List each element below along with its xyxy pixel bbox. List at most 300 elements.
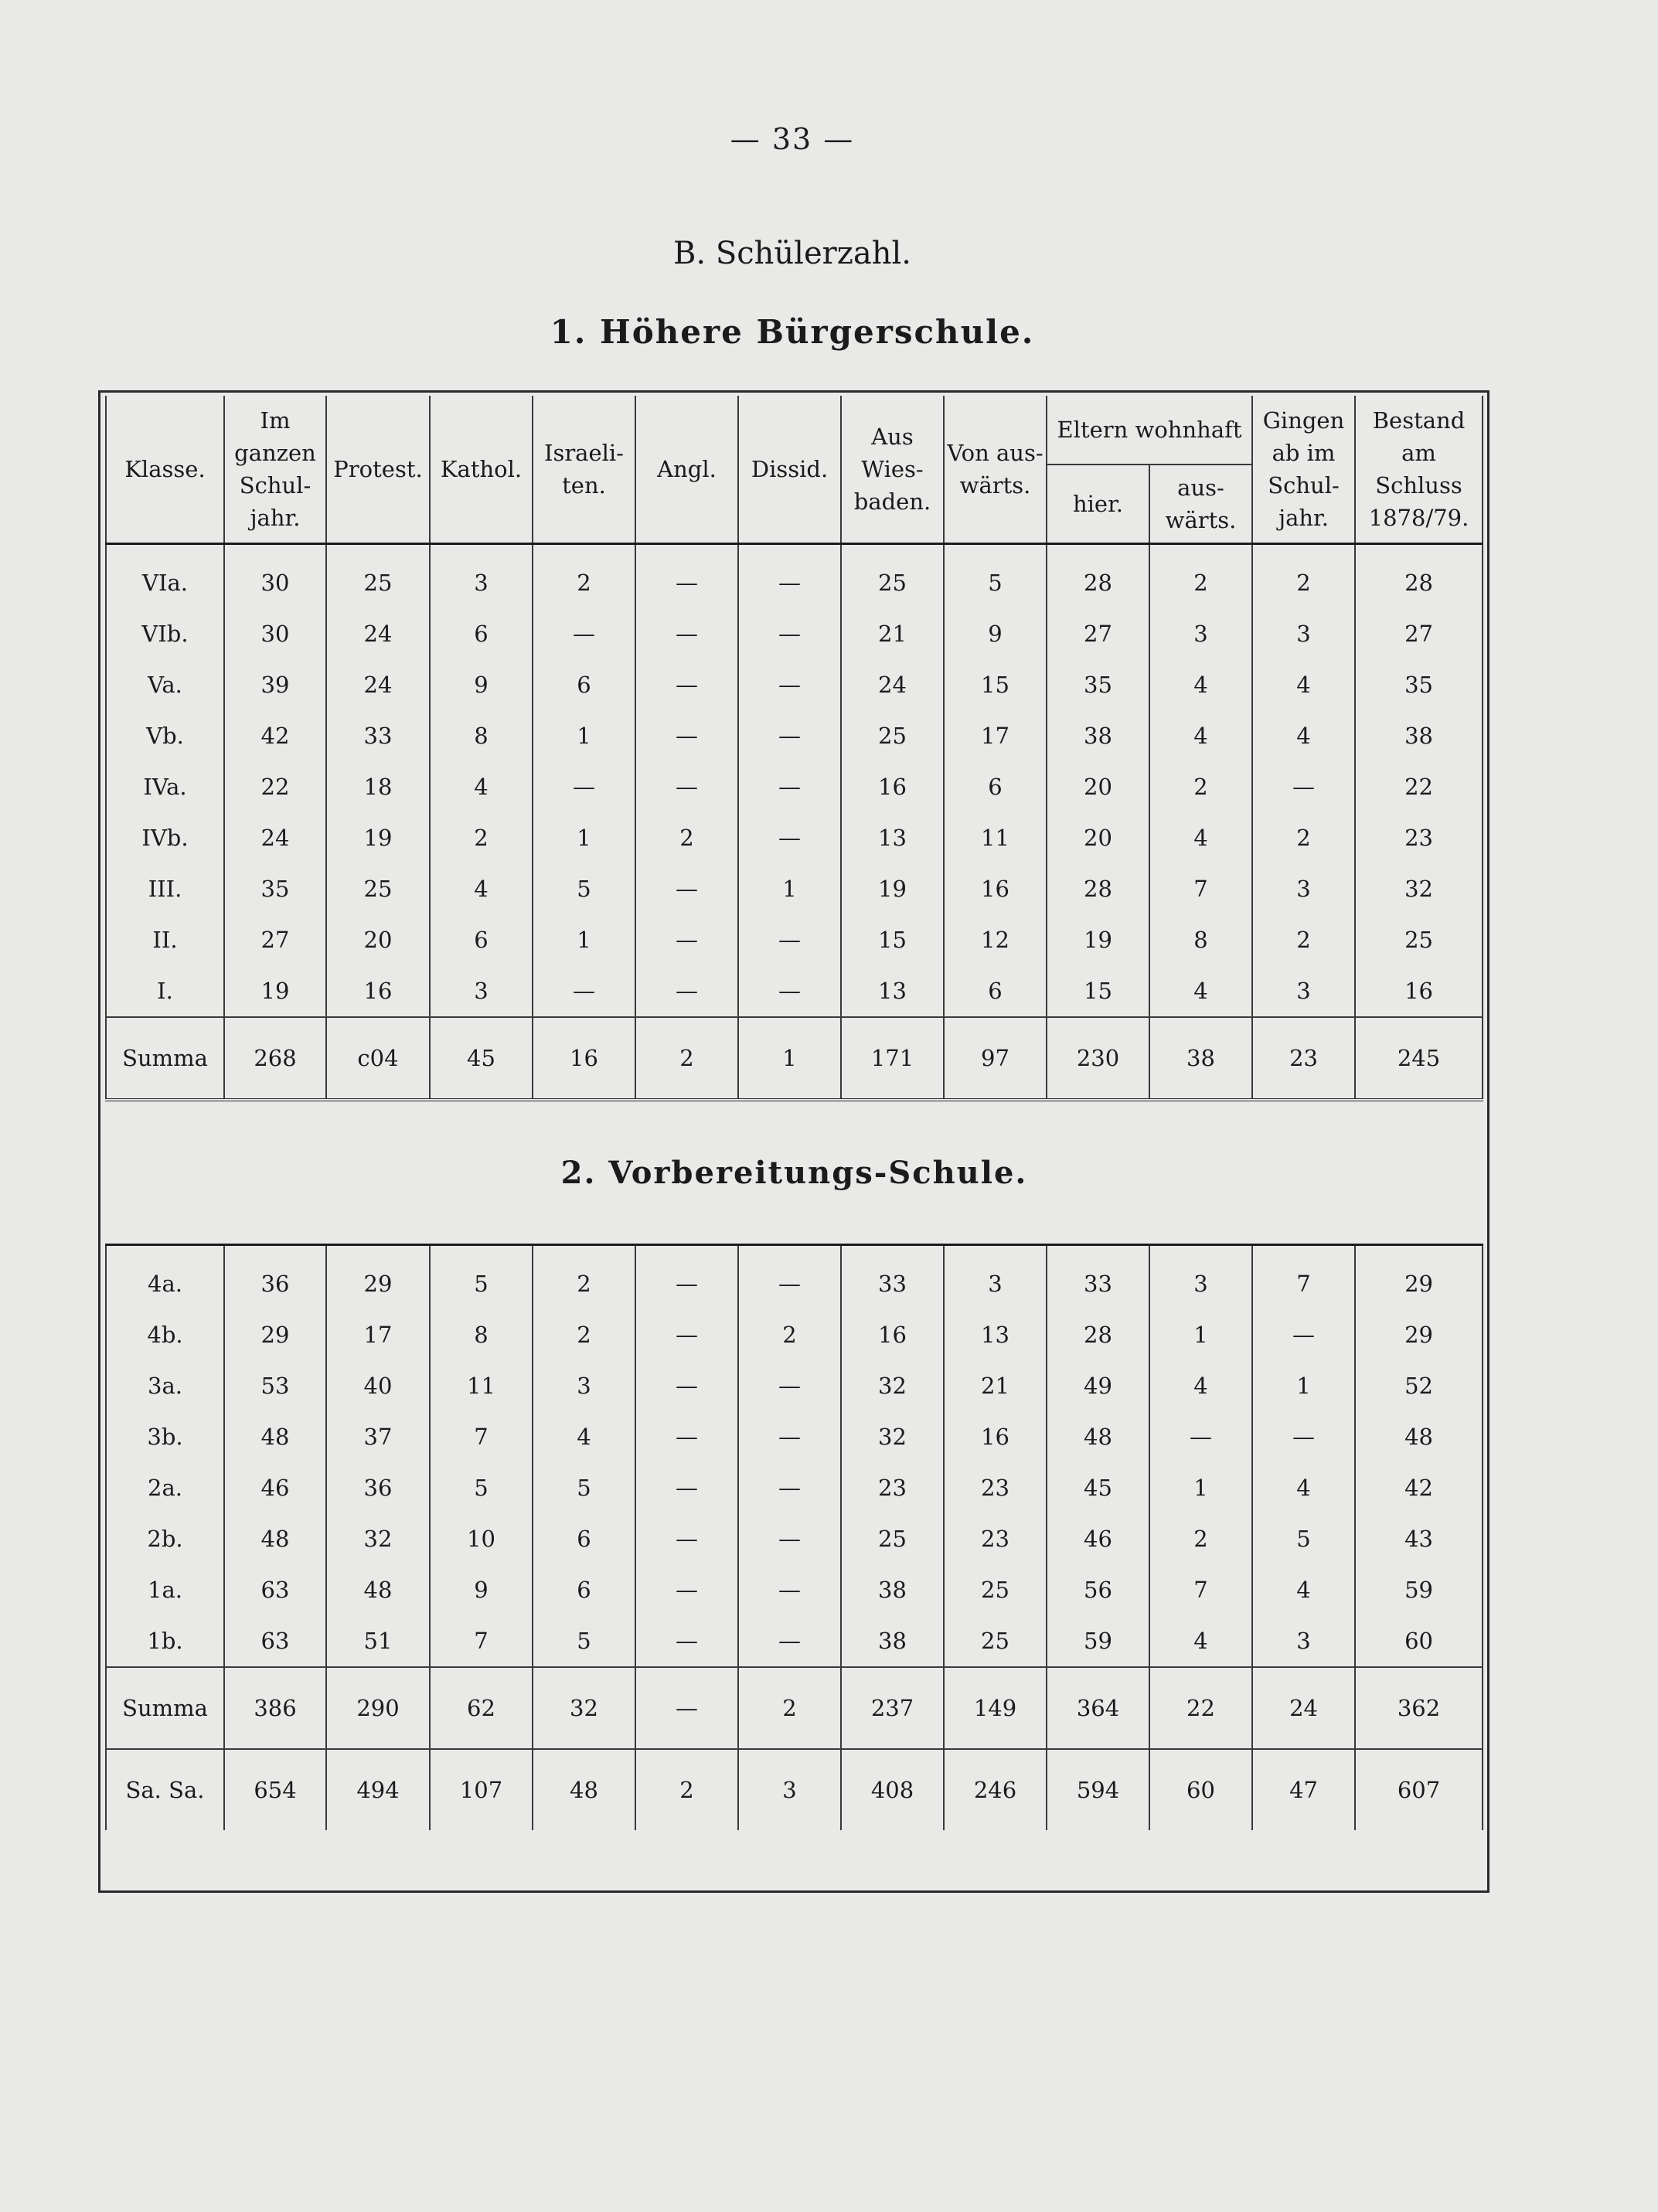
cell-dissid: 2 [738,1309,841,1360]
table-row [106,1513,1483,1564]
cell-hier: 20 [1047,761,1149,812]
header-aus-wiesbaden: Aus Wies- baden. [841,396,944,544]
cell-protest: 37 [326,1411,430,1462]
header-israeliten: Israeli- ten. [533,396,635,544]
student-count-table [105,396,1483,1830]
cell-angl: — [635,1667,738,1749]
cell-israeliten: 2 [533,1309,635,1360]
page-number: — 33 — [730,122,855,156]
cell-aus-wiesbaden: 38 [841,1564,944,1615]
table-row [106,1615,1483,1667]
cell-gingen-ab: 3 [1252,1615,1355,1667]
cell-protest: ⅽ04 [326,1017,430,1100]
cell-im-ganzen: 29 [224,1309,326,1360]
cell-im-ganzen: 36 [224,1245,326,1310]
cell-bestand: 27 [1355,608,1483,659]
cell-aus-wiesbaden: 25 [841,1513,944,1564]
cell-von-auswaerts: 6 [944,761,1047,812]
cell-im-ganzen: 48 [224,1411,326,1462]
cell-angl: 2 [635,812,738,863]
table-row [106,965,1483,1017]
cell-im-ganzen: 268 [224,1017,326,1100]
cell-von-auswaerts: 11 [944,812,1047,863]
cell-israeliten: — [533,965,635,1017]
cell-protest: 29 [326,1245,430,1310]
cell-klasse: VIb. [106,608,224,659]
cell-angl: — [635,659,738,710]
cell-auswaerts: 1 [1149,1309,1252,1360]
cell-kathol: 3 [430,544,533,609]
cell-bestand: 43 [1355,1513,1483,1564]
cell-kathol: 8 [430,1309,533,1360]
cell-angl: — [635,914,738,965]
cell-angl: — [635,761,738,812]
cell-von-auswaerts: 9 [944,608,1047,659]
header-im-ganzen: Im ganzen Schul- jahr. [224,396,326,544]
cell-dissid: — [738,1615,841,1667]
cell-kathol: 8 [430,710,533,761]
cell-klasse: Summa [106,1017,224,1100]
table-row [106,863,1483,914]
cell-im-ganzen: 42 [224,710,326,761]
cell-bestand: 25 [1355,914,1483,965]
cell-hier: 364 [1047,1667,1149,1749]
school2-title: 2. Vorbereitungs-Schule. [106,1100,1483,1245]
cell-kathol: 7 [430,1615,533,1667]
header-dissid: Dissid. [738,396,841,544]
cell-von-auswaerts: 25 [944,1615,1047,1667]
cell-auswaerts: 2 [1149,1513,1252,1564]
cell-von-auswaerts: 15 [944,659,1047,710]
table-row [106,710,1483,761]
cell-hier: 230 [1047,1017,1149,1100]
cell-auswaerts: 2 [1149,544,1252,609]
cell-hier: 56 [1047,1564,1149,1615]
table-row [106,812,1483,863]
cell-aus-wiesbaden: 23 [841,1462,944,1513]
cell-israeliten: 16 [533,1017,635,1100]
cell-gingen-ab: 23 [1252,1017,1355,1100]
cell-von-auswaerts: 5 [944,544,1047,609]
cell-aus-wiesbaden: 38 [841,1615,944,1667]
cell-angl: — [635,1615,738,1667]
cell-aus-wiesbaden: 21 [841,608,944,659]
cell-kathol: 9 [430,1564,533,1615]
table-row [106,914,1483,965]
cell-kathol: 3 [430,965,533,1017]
cell-hier: 594 [1047,1749,1149,1830]
cell-im-ganzen: 654 [224,1749,326,1830]
cell-israeliten: 48 [533,1749,635,1830]
cell-kathol: 6 [430,914,533,965]
cell-im-ganzen: 22 [224,761,326,812]
cell-aus-wiesbaden: 33 [841,1245,944,1310]
cell-israeliten: 2 [533,1245,635,1310]
cell-kathol: 11 [430,1360,533,1411]
cell-protest: 17 [326,1309,430,1360]
cell-hier: 15 [1047,965,1149,1017]
cell-protest: 20 [326,914,430,965]
cell-protest: 32 [326,1513,430,1564]
school1-summa-row [106,1017,1483,1100]
cell-angl: — [635,1309,738,1360]
cell-aus-wiesbaden: 32 [841,1360,944,1411]
cell-gingen-ab: 4 [1252,710,1355,761]
cell-protest: 51 [326,1615,430,1667]
cell-aus-wiesbaden: 408 [841,1749,944,1830]
cell-von-auswaerts: 3 [944,1245,1047,1310]
cell-auswaerts: 38 [1149,1017,1252,1100]
cell-dissid: 1 [738,863,841,914]
cell-im-ganzen: 63 [224,1564,326,1615]
cell-hier: 19 [1047,914,1149,965]
cell-hier: 48 [1047,1411,1149,1462]
cell-dissid: — [738,659,841,710]
cell-angl: — [635,608,738,659]
cell-angl: — [635,1564,738,1615]
cell-bestand: 35 [1355,659,1483,710]
cell-auswaerts: 60 [1149,1749,1252,1830]
school2-summa-row [106,1667,1483,1749]
cell-kathol: 5 [430,1245,533,1310]
cell-klasse: 3b. [106,1411,224,1462]
cell-auswaerts: 1 [1149,1462,1252,1513]
cell-israeliten: 2 [533,544,635,609]
cell-gingen-ab: 3 [1252,965,1355,1017]
cell-israeliten: — [533,608,635,659]
cell-israeliten: 6 [533,659,635,710]
cell-aus-wiesbaden: 16 [841,1309,944,1360]
cell-gingen-ab: 3 [1252,863,1355,914]
cell-dissid: — [738,608,841,659]
cell-im-ganzen: 30 [224,544,326,609]
cell-israeliten: 3 [533,1360,635,1411]
cell-hier: 28 [1047,863,1149,914]
cell-aus-wiesbaden: 237 [841,1667,944,1749]
cell-protest: 16 [326,965,430,1017]
cell-protest: 18 [326,761,430,812]
cell-gingen-ab: 2 [1252,544,1355,609]
cell-aus-wiesbaden: 32 [841,1411,944,1462]
header-bestand: Bestand am Schluss 1878/79. [1355,396,1483,544]
cell-hier: 28 [1047,544,1149,609]
header-gingen-ab: Gingen ab im Schul- jahr. [1252,396,1355,544]
cell-angl: — [635,1411,738,1462]
cell-hier: 45 [1047,1462,1149,1513]
cell-auswaerts: 7 [1149,863,1252,914]
grand-total-row [106,1749,1483,1830]
table-row [106,1245,1483,1310]
cell-kathol: 7 [430,1411,533,1462]
cell-bestand: 28 [1355,544,1483,609]
cell-dissid: — [738,1411,841,1462]
cell-protest: 19 [326,812,430,863]
cell-israeliten: 32 [533,1667,635,1749]
cell-klasse: Vb. [106,710,224,761]
cell-gingen-ab: 2 [1252,914,1355,965]
cell-aus-wiesbaden: 25 [841,544,944,609]
cell-bestand: 29 [1355,1309,1483,1360]
cell-protest: 40 [326,1360,430,1411]
cell-bestand: 60 [1355,1615,1483,1667]
school2-body [106,1245,1483,1668]
cell-von-auswaerts: 16 [944,1411,1047,1462]
cell-auswaerts: 4 [1149,659,1252,710]
cell-bestand: 22 [1355,761,1483,812]
cell-dissid: 1 [738,1017,841,1100]
cell-von-auswaerts: 97 [944,1017,1047,1100]
cell-israeliten: 1 [533,710,635,761]
cell-dissid: — [738,812,841,863]
cell-auswaerts: 2 [1149,761,1252,812]
table-row [106,659,1483,710]
cell-bestand: 23 [1355,812,1483,863]
cell-hier: 46 [1047,1513,1149,1564]
cell-hier: 20 [1047,812,1149,863]
header-eltern-wohnhaft: Eltern wohnhaft [1047,396,1252,465]
cell-im-ganzen: 30 [224,608,326,659]
cell-von-auswaerts: 12 [944,914,1047,965]
cell-hier: 59 [1047,1615,1149,1667]
cell-im-ganzen: 35 [224,863,326,914]
cell-dissid: 2 [738,1667,841,1749]
cell-klasse: 3a. [106,1360,224,1411]
cell-klasse: I. [106,965,224,1017]
cell-aus-wiesbaden: 171 [841,1017,944,1100]
cell-protest: 36 [326,1462,430,1513]
cell-auswaerts: 8 [1149,914,1252,965]
cell-von-auswaerts: 23 [944,1513,1047,1564]
cell-bestand: 42 [1355,1462,1483,1513]
cell-gingen-ab: 4 [1252,659,1355,710]
cell-kathol: 107 [430,1749,533,1830]
cell-dissid: — [738,761,841,812]
cell-israeliten: 5 [533,863,635,914]
header-von-auswaerts: Von aus- wärts. [944,396,1047,544]
table-row [106,544,1483,609]
cell-im-ganzen: 24 [224,812,326,863]
cell-israeliten: 5 [533,1615,635,1667]
school1-title: 1. Höhere Bürgerschule. [550,313,1035,351]
cell-bestand: 38 [1355,710,1483,761]
cell-hier: 49 [1047,1360,1149,1411]
cell-aus-wiesbaden: 25 [841,710,944,761]
cell-gingen-ab: 2 [1252,812,1355,863]
cell-hier: 28 [1047,1309,1149,1360]
cell-klasse: 4a. [106,1245,224,1310]
header-kathol: Kathol. [430,396,533,544]
cell-israeliten: 6 [533,1564,635,1615]
cell-aus-wiesbaden: 19 [841,863,944,914]
cell-israeliten: 5 [533,1462,635,1513]
cell-klasse: IVb. [106,812,224,863]
cell-bestand: 607 [1355,1749,1483,1830]
cell-auswaerts: 4 [1149,1615,1252,1667]
cell-klasse: IVa. [106,761,224,812]
cell-protest: 290 [326,1667,430,1749]
cell-protest: 494 [326,1749,430,1830]
cell-klasse: II. [106,914,224,965]
cell-hier: 35 [1047,659,1149,710]
cell-gingen-ab: 7 [1252,1245,1355,1310]
cell-kathol: 4 [430,761,533,812]
table-row [106,1309,1483,1360]
table-row [106,1564,1483,1615]
cell-aus-wiesbaden: 15 [841,914,944,965]
cell-dissid: — [738,1564,841,1615]
cell-kathol: 62 [430,1667,533,1749]
cell-kathol: 2 [430,812,533,863]
totals-body [106,1667,1483,1830]
cell-gingen-ab: 4 [1252,1462,1355,1513]
cell-angl: — [635,544,738,609]
cell-klasse: 2b. [106,1513,224,1564]
cell-aus-wiesbaden: 13 [841,965,944,1017]
cell-im-ganzen: 19 [224,965,326,1017]
cell-im-ganzen: 53 [224,1360,326,1411]
cell-israeliten: — [533,761,635,812]
cell-klasse: 4b. [106,1309,224,1360]
table-header [106,396,1483,544]
cell-dissid: — [738,710,841,761]
cell-auswaerts: 4 [1149,710,1252,761]
cell-hier: 27 [1047,608,1149,659]
cell-israeliten: 4 [533,1411,635,1462]
cell-auswaerts: 7 [1149,1564,1252,1615]
cell-im-ganzen: 48 [224,1513,326,1564]
cell-bestand: 59 [1355,1564,1483,1615]
cell-im-ganzen: 63 [224,1615,326,1667]
cell-auswaerts: — [1149,1411,1252,1462]
cell-klasse: 1a. [106,1564,224,1615]
cell-protest: 24 [326,659,430,710]
cell-klasse: Va. [106,659,224,710]
cell-bestand: 48 [1355,1411,1483,1462]
cell-im-ganzen: 386 [224,1667,326,1749]
cell-aus-wiesbaden: 16 [841,761,944,812]
cell-gingen-ab: 24 [1252,1667,1355,1749]
cell-kathol: 5 [430,1462,533,1513]
cell-auswaerts: 4 [1149,1360,1252,1411]
cell-von-auswaerts: 246 [944,1749,1047,1830]
cell-angl: — [635,1513,738,1564]
cell-kathol: 45 [430,1017,533,1100]
cell-angl: 2 [635,1017,738,1100]
cell-von-auswaerts: 149 [944,1667,1047,1749]
cell-von-auswaerts: 21 [944,1360,1047,1411]
table-row [106,608,1483,659]
cell-dissid: — [738,544,841,609]
cell-bestand: 29 [1355,1245,1483,1310]
cell-dissid: — [738,1513,841,1564]
cell-protest: 33 [326,710,430,761]
cell-auswaerts: 3 [1149,608,1252,659]
cell-aus-wiesbaden: 13 [841,812,944,863]
header-protest: Protest. [326,396,430,544]
cell-protest: 24 [326,608,430,659]
cell-im-ganzen: 39 [224,659,326,710]
cell-klasse: 1b. [106,1615,224,1667]
cell-aus-wiesbaden: 24 [841,659,944,710]
cell-gingen-ab: — [1252,1309,1355,1360]
table-row [106,761,1483,812]
cell-angl: — [635,710,738,761]
cell-angl: — [635,1360,738,1411]
cell-von-auswaerts: 6 [944,965,1047,1017]
cell-angl: — [635,1245,738,1310]
cell-bestand: 245 [1355,1017,1483,1100]
cell-klasse: 2a. [106,1462,224,1513]
cell-kathol: 4 [430,863,533,914]
section-title: B. Schülerzahl. [673,236,911,271]
cell-auswaerts: 22 [1149,1667,1252,1749]
cell-israeliten: 1 [533,812,635,863]
cell-kathol: 9 [430,659,533,710]
table-row [106,1462,1483,1513]
cell-angl: — [635,965,738,1017]
cell-dissid: — [738,1245,841,1310]
cell-israeliten: 1 [533,914,635,965]
cell-dissid: — [738,965,841,1017]
cell-dissid: — [738,914,841,965]
cell-auswaerts: 4 [1149,965,1252,1017]
cell-bestand: 52 [1355,1360,1483,1411]
cell-hier: 38 [1047,710,1149,761]
cell-von-auswaerts: 17 [944,710,1047,761]
cell-gingen-ab: 3 [1252,608,1355,659]
cell-angl: 2 [635,1749,738,1830]
cell-gingen-ab: — [1252,761,1355,812]
cell-klasse: VIa. [106,544,224,609]
cell-dissid: — [738,1360,841,1411]
table-row [106,1360,1483,1411]
cell-von-auswaerts: 23 [944,1462,1047,1513]
cell-gingen-ab: 4 [1252,1564,1355,1615]
cell-kathol: 6 [430,608,533,659]
cell-hier: 33 [1047,1245,1149,1310]
header-hier: hier. [1047,465,1149,544]
cell-gingen-ab: 5 [1252,1513,1355,1564]
cell-dissid: — [738,1462,841,1513]
cell-kathol: 10 [430,1513,533,1564]
cell-von-auswaerts: 25 [944,1564,1047,1615]
table-row [106,1411,1483,1462]
cell-bestand: 16 [1355,965,1483,1017]
school1-summa-body [106,1017,1483,1100]
cell-im-ganzen: 27 [224,914,326,965]
cell-gingen-ab: 47 [1252,1749,1355,1830]
header-klasse: Klasse. [106,396,224,544]
cell-von-auswaerts: 16 [944,863,1047,914]
cell-auswaerts: 3 [1149,1245,1252,1310]
cell-bestand: 32 [1355,863,1483,914]
cell-auswaerts: 4 [1149,812,1252,863]
header-angl: Angl. [635,396,738,544]
cell-angl: — [635,1462,738,1513]
cell-protest: 25 [326,863,430,914]
cell-klasse: III. [106,863,224,914]
header-auswaerts: aus- wärts. [1149,465,1252,544]
cell-gingen-ab: 1 [1252,1360,1355,1411]
cell-protest: 48 [326,1564,430,1615]
school2-heading-body [106,1100,1483,1245]
cell-klasse: Sa. Sa. [106,1749,224,1830]
school1-body [106,544,1483,1018]
cell-angl: — [635,863,738,914]
cell-protest: 25 [326,544,430,609]
cell-klasse: Summa [106,1667,224,1749]
cell-dissid: 3 [738,1749,841,1830]
